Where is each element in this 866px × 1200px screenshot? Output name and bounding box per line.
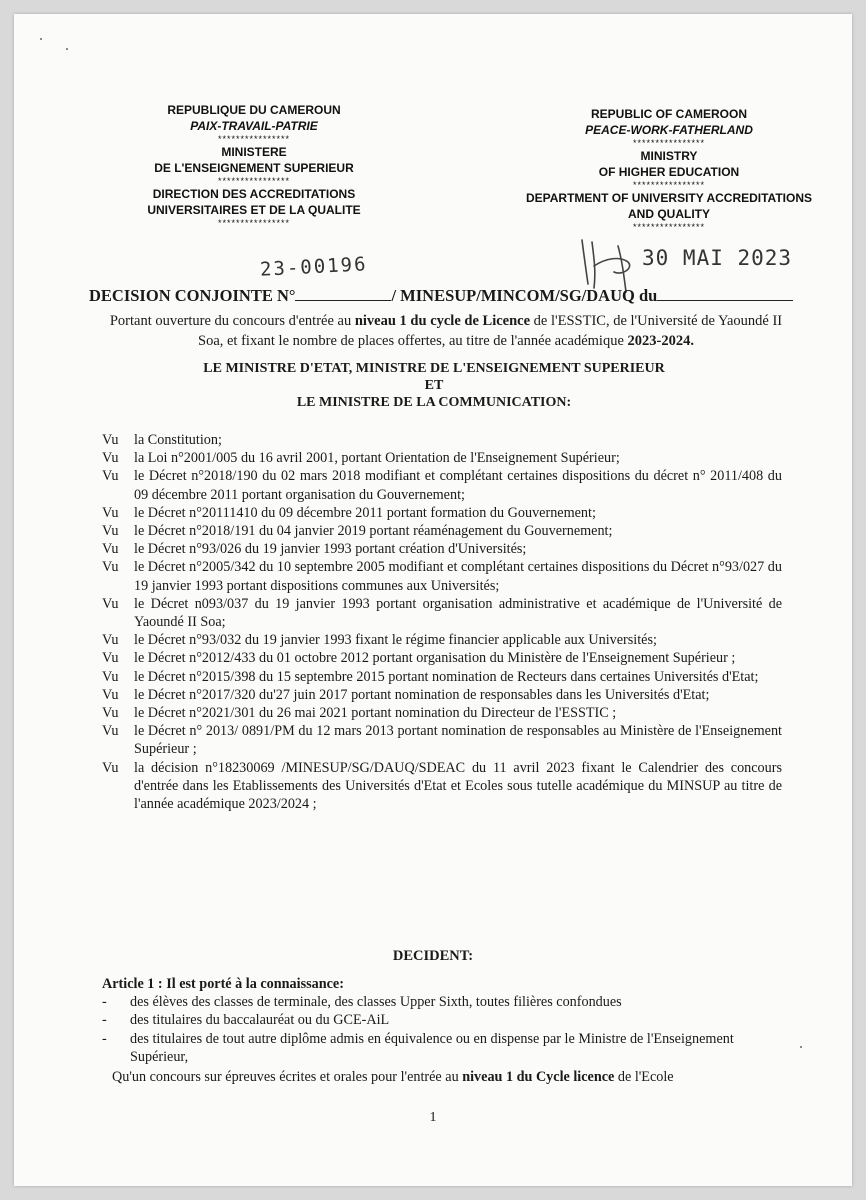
- article-title: Article 1 : Il est porté à la connaissance:: [102, 976, 344, 992]
- vu-label: Vu: [102, 705, 119, 722]
- vu-label: Vu: [102, 432, 119, 448]
- consideration-item: [102, 704, 782, 722]
- consideration-item: [102, 558, 782, 594]
- consideration-item: [102, 431, 782, 449]
- consideration-text: la Loi n°2001/005 du 16 avril 2001, portant Orientation de l'Enseignement Supérieur;: [134, 450, 620, 467]
- consideration-text: le Décret n093/037 du 19 janvier 1993 portant organisation administrative et académique de l'Université de Yaoundé II Soa;: [134, 595, 782, 631]
- stars-separator: ****************: [217, 218, 291, 228]
- consideration-item: [102, 467, 782, 503]
- ministry-fr-1: MINISTERE: [221, 145, 287, 159]
- vu-label: Vu: [102, 504, 119, 521]
- ministry-fr-2: DE L'ENSEIGNEMENT SUPERIEUR: [154, 161, 354, 175]
- vu-label: Vu: [102, 759, 119, 776]
- consideration-item: [102, 595, 782, 631]
- vu-label: Vu: [102, 559, 119, 576]
- consideration-item: [102, 504, 782, 522]
- date-blank: [657, 286, 793, 301]
- list-item: [100, 1030, 780, 1066]
- minister-line: ET: [424, 378, 444, 393]
- final-text: Qu'un concours sur épreuves écrites et orales pour l'entrée au: [112, 1069, 463, 1086]
- bullet-text: des titulaires du baccalauréat ou du GCE-AiL: [130, 1012, 390, 1029]
- consideration-text: le Décret n°2021/301 du 26 mai 2021 portant nomination du Directeur de l'ESSTIC ;: [134, 705, 617, 722]
- consideration-text: le Décret n°2017/320 du'27 juin 2017 portant nomination de responsables dans les Universités d'Etat;: [134, 686, 710, 703]
- dash-marker: -: [102, 1012, 107, 1029]
- final-text: de l'Ecole: [614, 1069, 674, 1086]
- ministers-heading: [134, 360, 734, 411]
- consideration-item: [102, 722, 782, 758]
- document-page: [14, 14, 852, 1186]
- article-final-sentence: [112, 1068, 780, 1086]
- vu-label: Vu: [102, 523, 119, 540]
- country-fr: REPUBLIQUE DU CAMEROUN: [167, 103, 341, 117]
- subject-bold: niveau 1 du cycle de Licence: [354, 313, 531, 329]
- consideration-text: le Décret n°2012/433 du 01 octobre 2012 portant organisation du Ministère de l'Enseignement Supérieur ;: [134, 650, 736, 667]
- vu-label: Vu: [102, 595, 119, 612]
- scan-speck: [40, 38, 42, 40]
- scan-speck: [800, 1046, 802, 1048]
- article-1: [100, 975, 780, 1086]
- ministry-en-2: OF HIGHER EDUCATION: [598, 165, 740, 179]
- vu-label: Vu: [102, 468, 119, 485]
- vu-label: Vu: [102, 723, 119, 740]
- vu-label: Vu: [102, 632, 119, 649]
- bullet-text: des élèves des classes de terminale, des classes Upper Sixth, toutes filières confondues: [130, 994, 622, 1011]
- vu-label: Vu: [102, 650, 119, 667]
- vu-label: Vu: [102, 668, 119, 685]
- list-item: [100, 993, 780, 1011]
- dash-marker: -: [102, 994, 107, 1011]
- decision-subject: [96, 311, 796, 351]
- stars-separator: ****************: [632, 138, 706, 148]
- vu-label: Vu: [102, 541, 119, 558]
- consideration-text: le Décret n° 2013/ 0891/PM du 12 mars 2013 portant nomination de responsables au Ministère de l'Enseignement Supérieur ;: [134, 723, 782, 758]
- consideration-item: [102, 668, 782, 686]
- direction-fr-1: DIRECTION DES ACCREDITATIONS: [152, 187, 356, 201]
- registration-number-stamp: 23-00196: [259, 253, 369, 281]
- ministry-en-1: MINISTRY: [640, 149, 698, 163]
- department-en-2: AND QUALITY: [628, 207, 710, 221]
- consideration-text: le Décret n°2018/191 du 04 janvier 2019 portant réaménagement du Gouvernement;: [134, 523, 613, 540]
- stars-separator: ****************: [632, 180, 706, 190]
- subject-text: de l'ESSTIC, de l'Université de Yaoundé II Soa, et fixant le nombre de places offertes, au titre de l'année académique: [198, 313, 783, 349]
- decision-title: [89, 286, 849, 306]
- page-number: 1: [429, 1110, 437, 1125]
- consideration-text: le Décret n°2018/190 du 02 mars 2018 modifiant et complétant certaines dispositions du décret n° 2011/408 du 09 décembre 2011 portant organisation du Gouvernement;: [134, 468, 782, 503]
- vu-label: Vu: [102, 686, 119, 703]
- dash-marker: -: [102, 1030, 107, 1047]
- scan-speck: [66, 48, 68, 50]
- number-blank: [295, 286, 391, 301]
- minister-line: LE MINISTRE DE LA COMMUNICATION:: [296, 395, 572, 410]
- direction-fr-2: UNIVERSITAIRES ET DE LA QUALITE: [147, 203, 361, 217]
- consideration-item: [102, 522, 782, 540]
- consideration-item: [102, 759, 782, 814]
- stars-separator: ****************: [217, 176, 291, 186]
- header-right: [504, 106, 834, 232]
- consideration-text: la Constitution;: [134, 432, 222, 448]
- motto-en: PEACE-WORK-FATHERLAND: [585, 123, 753, 137]
- vu-label: Vu: [102, 450, 119, 467]
- consideration-item: [102, 649, 782, 667]
- stars-separator: ****************: [632, 222, 706, 232]
- department-en-1: DEPARTMENT OF UNIVERSITY ACCREDITATIONS: [525, 191, 812, 205]
- decision-prefix: DECISION CONJOINTE N°: [89, 286, 296, 305]
- decident-heading: DECIDENT:: [392, 948, 474, 964]
- consideration-item: [102, 686, 782, 704]
- motto-fr: PAIX-TRAVAIL-PATRIE: [190, 119, 318, 133]
- list-item: [100, 1011, 780, 1029]
- consideration-item: [102, 631, 782, 649]
- header-left: [124, 102, 384, 228]
- consideration-item: [102, 540, 782, 558]
- consideration-text: la décision n°18230069 /MINESUP/SG/DAUQ/SDEAC du 11 avril 2023 fixant le Calendrier des concours d'entrée dans les Etablissements des Universités d'Etat et Ecoles sous tutelle académique du MINSUP au titre de l'année académique 2023/2024 ;: [134, 759, 782, 813]
- consideration-text: le Décret n°2005/342 du 10 septembre 2005 modifiant et complétant certaines dispositions du Décret n°93/027 du 19 janvier 1993 portant dispositions communes aux Universités;: [134, 559, 782, 594]
- subject-text: Portant ouverture du concours d'entrée au: [109, 313, 355, 329]
- date-stamp: 30 MAI 2023: [642, 246, 793, 270]
- consideration-text: le Décret n°93/032 du 19 janvier 1993 fixant le régime financier applicable aux Universités;: [134, 632, 657, 649]
- stars-separator: ****************: [217, 134, 291, 144]
- considerations-list: [102, 431, 782, 813]
- consideration-item: [102, 449, 782, 467]
- bullet-text: des titulaires de tout autre diplôme admis en équivalence ou en dispense par le Ministre de l'Enseignement Supérieur,: [130, 1030, 734, 1065]
- consideration-text: le Décret n°2015/398 du 15 septembre 2015 portant nomination de Recteurs dans certaines Universités d'Etat;: [134, 668, 759, 685]
- country-en: REPUBLIC OF CAMEROON: [591, 107, 747, 121]
- decision-reference: / MINESUP/MINCOM/SG/DAUQ du: [391, 286, 658, 305]
- subject-bold: 2023-2024.: [627, 333, 694, 349]
- final-bold: niveau 1 du Cycle licence: [462, 1069, 615, 1086]
- minister-line: LE MINISTRE D'ETAT, MINISTRE DE L'ENSEIGNEMENT SUPERIEUR: [203, 361, 665, 376]
- consideration-text: le Décret n°93/026 du 19 janvier 1993 portant création d'Universités;: [134, 541, 527, 558]
- consideration-text: le Décret n°20111410 du 09 décembre 2011 portant formation du Gouvernement;: [134, 504, 596, 521]
